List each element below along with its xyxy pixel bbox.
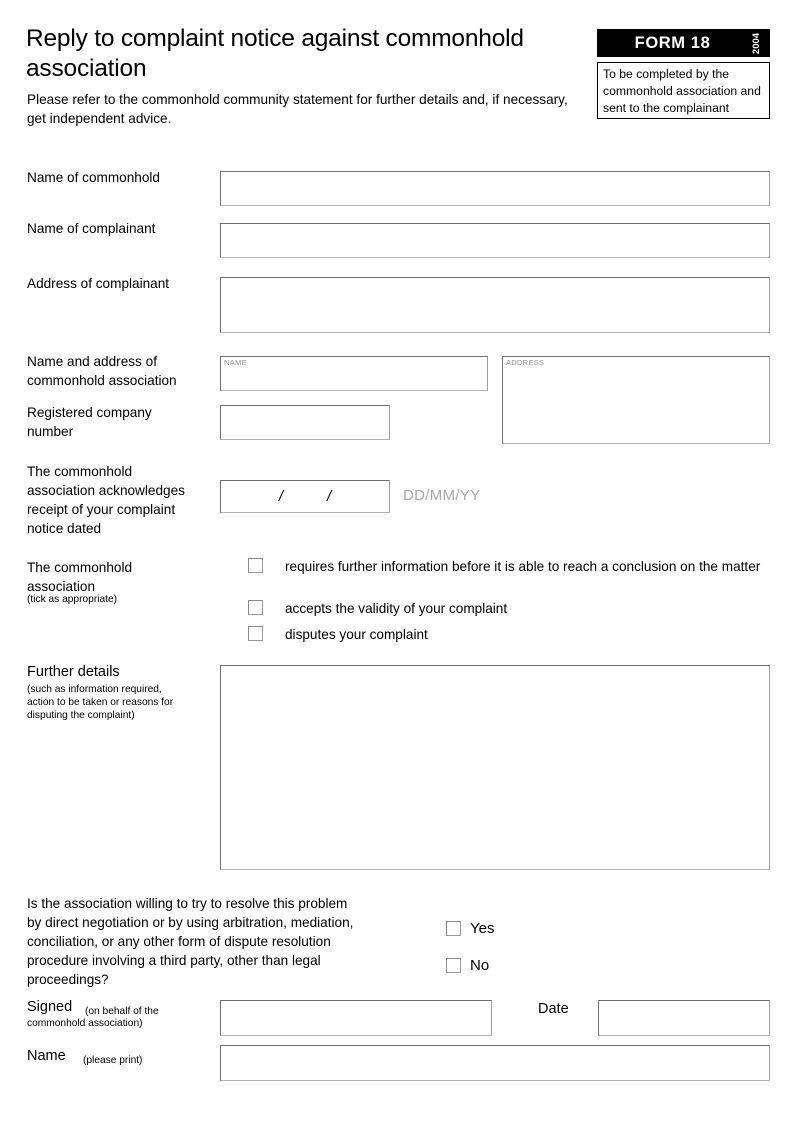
label-resolution-question-line5: proceedings? <box>27 972 109 987</box>
label-name-of-complainant: Name of complainant <box>27 221 156 236</box>
label-resolution-question-line3: conciliation, or any other form of dispute resolution <box>27 934 331 949</box>
label-disputes-complaint: disputes your complaint <box>285 627 428 642</box>
date-separators <box>221 481 389 512</box>
label-address-of-complainant: Address of complainant <box>27 276 170 291</box>
label-acknowledgement-line2: association acknowledges <box>27 483 185 498</box>
label-further-details: Further details <box>27 664 120 680</box>
input-association-address[interactable] <box>502 356 770 444</box>
label-resolution-question-line1: Is the association willing to try to resolve this problem <box>27 896 348 911</box>
label-signed: Signed <box>27 999 73 1015</box>
form-number-label: FORM 18 <box>634 34 711 52</box>
input-date[interactable] <box>598 1000 770 1036</box>
label-registered-company-number-line1: Registered company <box>27 405 152 420</box>
textarea-further-details[interactable] <box>220 665 770 870</box>
checkbox-requires-further-information[interactable] <box>248 558 263 573</box>
label-further-details-note-line2: action to be taken or reasons for <box>27 697 174 708</box>
checkbox-resolution-yes[interactable] <box>446 921 461 936</box>
form-year-label: 2004 <box>751 32 763 54</box>
label-print-name-note: (please print) <box>83 1055 143 1066</box>
input-acknowledgement-date[interactable] <box>220 480 390 513</box>
date-separator-first: / <box>278 488 283 505</box>
form-instruction-note: To be completed by the commonhold association and sent to the complainant <box>597 62 770 119</box>
label-registered-company-number-line2: number <box>27 424 74 439</box>
input-registered-company-number[interactable] <box>220 405 390 440</box>
label-date: Date <box>538 1001 569 1017</box>
label-resolution-question-line4: procedure involving a third party, other than legal <box>27 953 321 968</box>
page-subtitle: Please refer to the commonhold community statement for further details and, if necessary, get independent advice. <box>27 92 568 126</box>
label-resolution-no: No <box>470 957 490 974</box>
checkbox-resolution-no[interactable] <box>446 958 461 973</box>
label-association-decision-note: (tick as appropriate) <box>27 594 118 605</box>
label-resolution-question-line2: by direct negotiation or by using arbitration, mediation, <box>27 915 354 930</box>
label-association-name-address-line2: commonhold association <box>27 373 177 388</box>
label-print-name: Name <box>27 1048 66 1064</box>
form-year-rotated <box>746 29 768 57</box>
date-separator-second: / <box>327 488 332 505</box>
label-requires-further-information: requires further information before it is able to reach a conclusion on the matter <box>285 559 761 574</box>
hint-name: NAME <box>224 358 247 367</box>
form-number-banner <box>597 29 770 57</box>
input-signature[interactable] <box>220 1000 492 1036</box>
label-association-name-address-line1: Name and address of <box>27 354 157 369</box>
label-association-decision-line1: The commonhold <box>27 560 133 575</box>
label-resolution-yes: Yes <box>470 920 495 937</box>
label-further-details-note-line3: disputing the complaint) <box>27 710 135 721</box>
label-further-details-note-line1: (such as information required, <box>27 684 162 695</box>
checkbox-disputes-complaint[interactable] <box>248 626 263 641</box>
input-print-name[interactable] <box>220 1045 770 1081</box>
input-name-of-complainant[interactable] <box>220 223 770 258</box>
checkbox-accepts-validity[interactable] <box>248 600 263 615</box>
label-signed-note-line1: (on behalf of the <box>85 1006 159 1017</box>
label-name-of-commonhold: Name of commonhold <box>27 170 160 185</box>
label-association-decision-line2: association <box>27 579 96 594</box>
input-name-of-commonhold[interactable] <box>220 171 770 206</box>
label-acknowledgement-line3: receipt of your complaint <box>27 502 176 517</box>
label-signed-note-line2: commonhold association) <box>27 1018 143 1029</box>
page-title: Reply to complaint notice against commonhold association <box>26 25 524 82</box>
hint-address: ADDRESS <box>506 358 545 367</box>
label-acknowledgement-line4: notice dated <box>27 521 102 536</box>
label-acknowledgement-line1: The commonhold <box>27 464 133 479</box>
label-accepts-validity: accepts the validity of your complaint <box>285 601 508 616</box>
input-association-name[interactable] <box>220 356 488 391</box>
input-address-of-complainant[interactable] <box>220 277 770 333</box>
date-format-hint: DD/MM/YY <box>403 487 481 504</box>
